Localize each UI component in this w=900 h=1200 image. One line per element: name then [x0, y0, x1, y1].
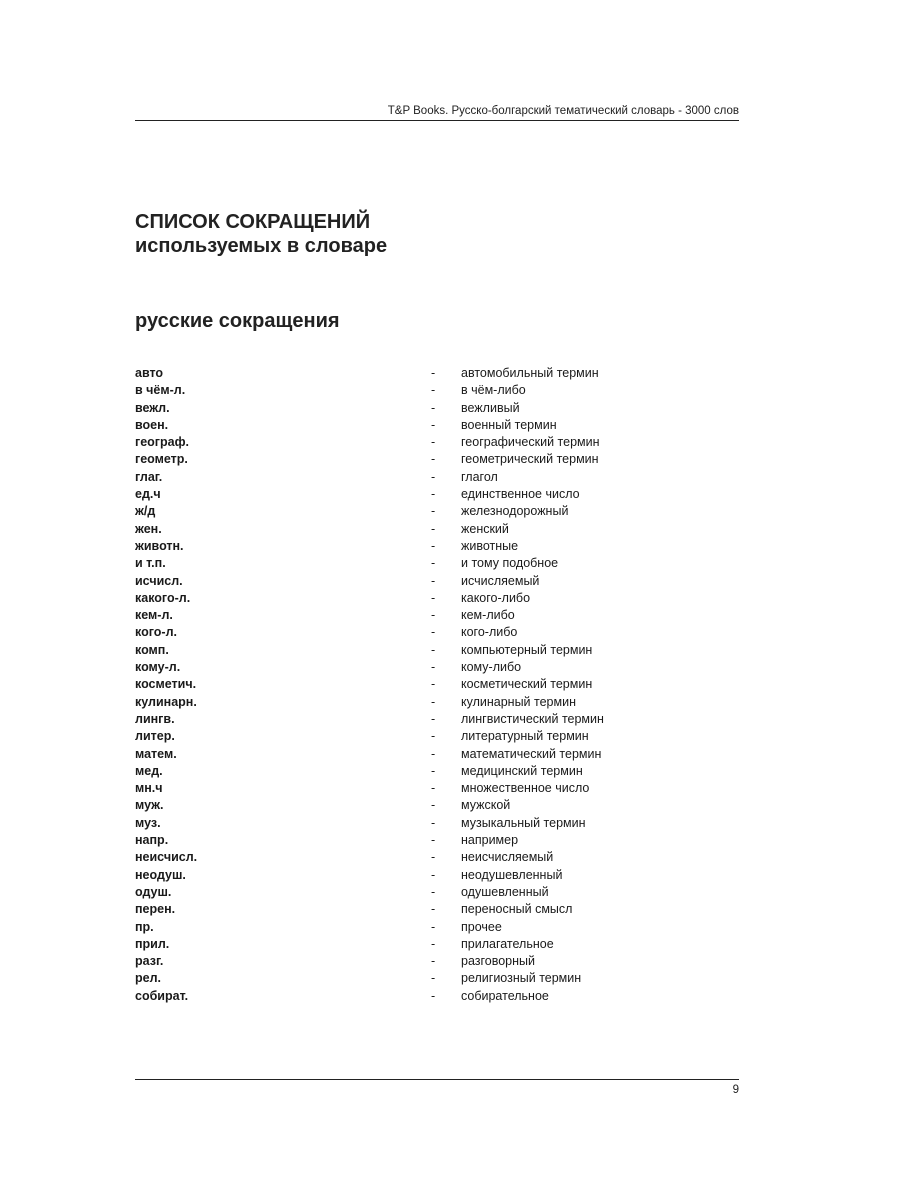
abbreviation-term: географ.	[135, 435, 189, 450]
abbreviation-row	[135, 555, 739, 572]
abbreviation-dash: -	[431, 538, 436, 553]
abbreviation-term: мн.ч	[135, 781, 163, 796]
abbreviation-term: кого-л.	[135, 625, 177, 640]
abbreviation-dash: -	[431, 781, 436, 796]
abbreviation-definition: разговорный	[461, 954, 536, 969]
abbreviation-dash: -	[431, 504, 436, 519]
abbreviation-definition: например	[461, 833, 519, 848]
abbreviation-term: кому-л.	[135, 660, 181, 675]
running-title: T&P Books. Русско-болгарский тематический словарь - 3000 слов	[387, 105, 739, 117]
abbreviation-dash: -	[431, 435, 436, 450]
abbreviation-term: одуш.	[135, 884, 172, 899]
abbreviation-row	[135, 988, 739, 1005]
abbreviation-definition: и тому подобное	[461, 556, 559, 571]
abbreviation-dash: -	[431, 729, 436, 744]
abbreviation-definition: кому-либо	[461, 660, 522, 675]
abbreviation-definition: географический термин	[461, 435, 600, 450]
abbreviation-dash: -	[431, 763, 436, 778]
abbreviation-definition: вежливый	[461, 400, 520, 415]
abbreviation-term: собират.	[135, 988, 189, 1003]
abbreviation-definition: прочее	[461, 919, 502, 934]
abbreviation-row	[135, 538, 739, 555]
abbreviation-row	[135, 469, 739, 486]
abbreviation-dash: -	[431, 988, 436, 1003]
abbreviation-dash: -	[431, 642, 436, 657]
abbreviation-dash: -	[431, 400, 436, 415]
abbreviation-term: прил.	[135, 936, 170, 951]
abbreviation-dash: -	[431, 815, 436, 830]
abbreviation-dash: -	[431, 487, 436, 502]
page-subtitle: используемых в словаре	[135, 235, 388, 257]
abbreviation-term: вежл.	[135, 400, 170, 415]
abbreviation-row	[135, 417, 739, 434]
abbreviation-dash: -	[431, 884, 436, 899]
abbreviation-definition: неисчисляемый	[461, 850, 554, 865]
abbreviation-definition: компьютерный термин	[461, 642, 593, 657]
abbreviation-row	[135, 503, 739, 520]
abbreviation-definition: музыкальный термин	[461, 815, 586, 830]
abbreviation-definition: автомобильный термин	[461, 366, 599, 380]
page-footer	[135, 1079, 739, 1096]
abbreviation-dash: -	[431, 660, 436, 675]
abbreviation-dash: -	[431, 417, 436, 432]
abbreviation-dash: -	[431, 867, 436, 882]
abbreviation-row	[135, 815, 739, 832]
abbreviation-dash: -	[431, 556, 436, 571]
abbreviation-definition: военный термин	[461, 417, 557, 432]
abbreviation-definition: множественное число	[461, 781, 590, 796]
abbreviation-dash: -	[431, 850, 436, 865]
abbreviation-dash: -	[431, 954, 436, 969]
abbreviation-dash: -	[431, 902, 436, 917]
abbreviation-term: рел.	[135, 971, 162, 986]
abbreviation-row	[135, 382, 739, 399]
abbreviation-definition: геометрический термин	[461, 452, 599, 467]
abbreviation-term: глаг.	[135, 469, 163, 484]
abbreviation-dash: -	[431, 452, 436, 467]
abbreviation-row	[135, 434, 739, 451]
abbreviation-term: авто	[135, 366, 164, 380]
abbreviation-definition: неодушевленный	[461, 867, 563, 882]
abbreviation-term: кем-л.	[135, 608, 173, 623]
abbreviation-term: неодуш.	[135, 867, 186, 882]
abbreviation-definition: кулинарный термин	[461, 694, 576, 709]
abbreviation-term: муз.	[135, 815, 161, 830]
abbreviation-term: литер.	[135, 729, 175, 744]
abbreviation-term: напр.	[135, 833, 169, 848]
abbreviation-definition: собирательное	[461, 988, 549, 1003]
abbreviation-definition: религиозный термин	[461, 971, 582, 986]
abbreviation-term: косметич.	[135, 677, 197, 692]
abbreviation-term: разг.	[135, 954, 164, 969]
abbreviation-definition: глагол	[461, 469, 498, 484]
abbreviation-row	[135, 832, 739, 849]
abbreviation-dash: -	[431, 573, 436, 588]
abbreviation-dash: -	[431, 625, 436, 640]
page-header	[135, 104, 739, 121]
abbreviation-row	[135, 797, 739, 814]
abbreviation-term: какого-л.	[135, 590, 191, 605]
abbreviation-term: исчисл.	[135, 573, 183, 588]
abbreviation-row	[135, 451, 739, 468]
abbreviation-row	[135, 780, 739, 797]
abbreviation-term: кулинарн.	[135, 694, 197, 709]
page-number: 9	[732, 1084, 739, 1096]
abbreviation-dash: -	[431, 798, 436, 813]
abbreviation-term: в чём-л.	[135, 383, 186, 398]
abbreviation-definition: женский	[461, 521, 509, 536]
abbreviation-dash: -	[431, 521, 436, 536]
abbreviation-term: перен.	[135, 902, 176, 917]
abbreviation-definition: единственное число	[461, 487, 580, 502]
abbreviation-row	[135, 590, 739, 607]
abbreviation-definition: косметический термин	[461, 677, 593, 692]
page-title: СПИСОК СОКРАЩЕНИЙ	[135, 211, 371, 233]
abbreviation-dash: -	[431, 383, 436, 398]
abbreviation-row	[135, 953, 739, 970]
abbreviation-row	[135, 624, 739, 641]
abbreviation-row	[135, 728, 739, 745]
abbreviation-dash: -	[431, 608, 436, 623]
abbreviation-term: и т.п.	[135, 556, 166, 571]
abbreviation-row	[135, 694, 739, 711]
abbreviation-row	[135, 919, 739, 936]
abbreviation-term: воен.	[135, 417, 169, 432]
abbreviation-row	[135, 884, 739, 901]
abbreviation-row	[135, 936, 739, 953]
abbreviation-term: жен.	[135, 521, 162, 536]
abbreviation-definition: мужской	[461, 798, 511, 813]
abbreviation-definition: какого-либо	[461, 590, 531, 605]
abbreviation-definition: одушевленный	[461, 884, 549, 899]
abbreviation-dash: -	[431, 919, 436, 934]
abbreviation-row	[135, 867, 739, 884]
abbreviation-dash: -	[431, 694, 436, 709]
abbreviation-row	[135, 676, 739, 693]
abbreviation-dash: -	[431, 590, 436, 605]
abbreviation-dash: -	[431, 677, 436, 692]
section-heading: русские сокращения	[135, 310, 340, 332]
abbreviation-definition: в чём-либо	[461, 383, 526, 398]
abbreviation-term: животн.	[135, 538, 184, 553]
abbreviation-dash: -	[431, 746, 436, 761]
abbreviation-row	[135, 763, 739, 780]
abbreviation-definition: литературный термин	[461, 729, 589, 744]
abbreviation-row	[135, 486, 739, 503]
abbreviation-dash: -	[431, 833, 436, 848]
abbreviation-row	[135, 970, 739, 987]
abbreviation-term: неисчисл.	[135, 850, 198, 865]
abbreviation-row	[135, 901, 739, 918]
abbreviation-term: лингв.	[135, 711, 175, 726]
abbreviation-row	[135, 607, 739, 624]
abbreviation-definition: железнодорожный	[461, 504, 569, 519]
abbreviation-term: матем.	[135, 746, 177, 761]
abbreviation-row	[135, 573, 739, 590]
abbreviation-dash: -	[431, 711, 436, 726]
abbreviation-term: муж.	[135, 798, 164, 813]
abbreviation-definition: кого-либо	[461, 625, 518, 640]
abbreviation-row	[135, 365, 739, 382]
abbreviation-row	[135, 642, 739, 659]
abbreviation-row	[135, 746, 739, 763]
abbreviation-dash: -	[431, 936, 436, 951]
abbreviation-dash: -	[431, 971, 436, 986]
abbreviation-term: ж/д	[135, 504, 156, 519]
abbreviation-row	[135, 849, 739, 866]
abbreviation-row	[135, 400, 739, 417]
abbreviation-definition: переносный смысл	[461, 902, 573, 917]
abbreviation-definition: исчисляемый	[461, 573, 540, 588]
abbreviation-term: ед.ч	[135, 487, 161, 502]
abbreviation-row	[135, 659, 739, 676]
abbreviation-definition: кем-либо	[461, 608, 515, 623]
abbreviation-list	[135, 365, 739, 1005]
abbreviation-row	[135, 711, 739, 728]
abbreviation-dash: -	[431, 469, 436, 484]
abbreviation-dash: -	[431, 366, 436, 380]
abbreviation-term: комп.	[135, 642, 169, 657]
abbreviation-term: пр.	[135, 919, 154, 934]
abbreviation-definition: прилагательное	[461, 936, 554, 951]
abbreviation-row	[135, 521, 739, 538]
abbreviation-definition: лингвистический термин	[461, 711, 604, 726]
abbreviation-term: мед.	[135, 763, 163, 778]
abbreviation-term: геометр.	[135, 452, 188, 467]
abbreviation-definition: медицинский термин	[461, 763, 583, 778]
abbreviation-definition: животные	[461, 538, 519, 553]
abbreviation-definition: математический термин	[461, 746, 602, 761]
